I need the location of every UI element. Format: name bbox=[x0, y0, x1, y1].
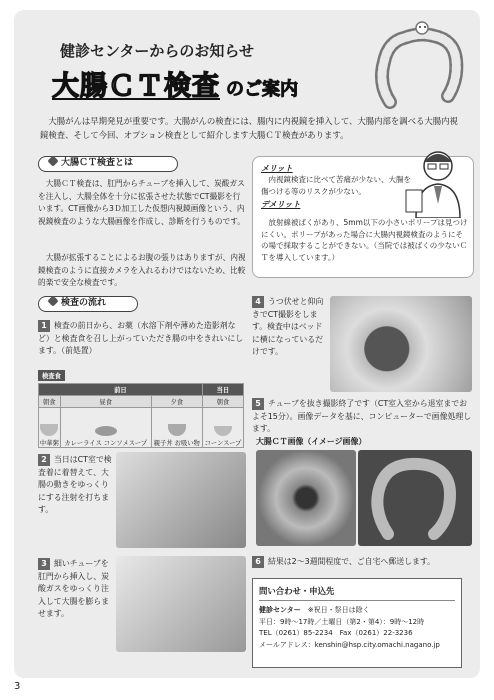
meal-item: カレーライス コンソメスープ bbox=[64, 440, 148, 447]
step-4-text: うつ伏せと仰向きでCT撮影をします。検査中はベッドに横になっているだけです。 bbox=[252, 297, 324, 357]
colon-3d-shape bbox=[358, 450, 472, 546]
contact-mail[interactable]: メールアドレス：kenshin@hsp.city.omachi.nagano.jp bbox=[259, 640, 440, 649]
meal-lunch: 昼食 bbox=[60, 396, 151, 408]
step-6 bbox=[252, 556, 472, 569]
step-6-number: 6 bbox=[252, 556, 264, 568]
contact-dept: 健診センター bbox=[259, 606, 301, 614]
meal-grid bbox=[38, 383, 244, 448]
meal-table bbox=[38, 370, 244, 447]
header-subtitle: 健診センターからのお知らせ bbox=[60, 42, 254, 60]
tube-photo bbox=[116, 556, 246, 652]
meal-day-of: 当日 bbox=[202, 384, 243, 396]
page-number: 3 bbox=[14, 681, 21, 692]
ct-scan-photo bbox=[330, 296, 472, 392]
step-1-text: 検査の前日から、お薬（水溶下剤や薄めた造影剤など）と検査食を召し上がっていただき腸の中をきれいにします。（前処置） bbox=[38, 321, 244, 356]
diamond-icon bbox=[47, 155, 58, 166]
step-1 bbox=[38, 320, 244, 358]
step-4 bbox=[252, 296, 328, 359]
intestine-illustration bbox=[370, 14, 470, 114]
step-5 bbox=[252, 398, 472, 436]
about-heading bbox=[38, 156, 178, 172]
contact-hours: 平日：9時～17時／土曜日（第2・第4）：9時～12時 bbox=[259, 617, 425, 626]
contact-tel: TEL（0261）85-2234 Fax（0261）22-3236 bbox=[259, 629, 413, 638]
diamond-icon bbox=[47, 295, 58, 306]
meal-item: お吸い物 bbox=[174, 440, 200, 447]
flow-heading bbox=[38, 296, 138, 312]
step-6-text: 結果は2～3週間程度で、ご自宅へ郵送します。 bbox=[268, 557, 436, 566]
step-1-number: 1 bbox=[38, 320, 50, 332]
meal-day-before: 前日 bbox=[39, 384, 203, 396]
step-4-number: 4 bbox=[252, 296, 264, 308]
meal-item: 中華粥 bbox=[39, 440, 59, 447]
step-5-text: チューブを抜き撮影終了です（CT室入室から退室までおよそ15分）。画像データを基に、コンピューターで画像処理します。 bbox=[252, 399, 472, 434]
about-para1: 大腸ＣＴ検査は、肛門からチューブを挿入して、炭酸ガスを注入し、大腸全体を十分に拡張させた状態でCT撮影を行います。CT画像から3Ｄ加工した仮想内視鏡画像という、内視鏡検査のような大腸画像を作成し、診断を行うものです。 bbox=[38, 179, 245, 226]
doctor-illustration bbox=[402, 144, 468, 218]
contact-box bbox=[252, 578, 462, 668]
contact-note: ※祝日・祭日は除く bbox=[307, 606, 370, 614]
flow-heading-label: 検査の流れ bbox=[61, 298, 107, 308]
step-2-text: 当日はCT室で検査着に着替えて、大腸の動きをゆっくりにする注射を打ちます。 bbox=[38, 455, 112, 515]
demerit-label: デメリット bbox=[261, 200, 301, 210]
meal-item: コーンスープ bbox=[204, 440, 242, 447]
step-2 bbox=[38, 454, 114, 517]
intro-text: 大腸がんは早期発見が重要です。大腸がんの検査には、腸内に内視鏡を挿入して、大腸内部を調べる大腸内視鏡検査、そして今回、オプション検査として紹介します大腸ＣＴ検査があります。 bbox=[40, 116, 458, 140]
colon-3d-image bbox=[358, 450, 472, 546]
meal-breakfast: 朝食 bbox=[39, 396, 61, 408]
ct-image-caption: 大腸ＣＴ画像（イメージ画像） bbox=[256, 437, 367, 446]
title-suffix: のご案内 bbox=[226, 79, 298, 100]
step-3-text: 細いチューブを肛門から挿入し、炭酸ガスをゆっくり注入して大腸を膨らませます。 bbox=[38, 559, 110, 619]
meal-cell bbox=[202, 408, 243, 448]
merit-content bbox=[261, 163, 411, 210]
merit-label: メリット bbox=[261, 164, 293, 173]
about-heading-label: 大腸ＣＴ検査とは bbox=[61, 158, 134, 168]
virtual-endoscopy-image bbox=[256, 450, 356, 546]
title-main: 大腸ＣＴ検査 bbox=[52, 71, 220, 102]
meal-item: 親子丼 bbox=[153, 440, 173, 447]
meal-label: 検査食 bbox=[38, 370, 65, 381]
meal-dinner: 夕食 bbox=[151, 396, 202, 408]
step-3-number: 3 bbox=[38, 558, 50, 570]
about-para2: 大腸が拡張することによるお腹の張りはありますが、内視鏡検査のように直接カメラを入れるわけではないため、比較的楽で安全な検査です。 bbox=[38, 253, 246, 288]
injection-photo bbox=[116, 452, 246, 548]
step-5-number: 5 bbox=[252, 398, 264, 410]
contact-heading: 問い合わせ・申込先 bbox=[259, 585, 455, 601]
page-title bbox=[52, 64, 298, 103]
step-3 bbox=[38, 558, 114, 621]
step-2-number: 2 bbox=[38, 454, 50, 466]
meal-cell bbox=[151, 408, 202, 448]
contact-dept-line bbox=[259, 605, 455, 617]
meal-breakfast2: 朝食 bbox=[202, 396, 243, 408]
meal-cell bbox=[60, 408, 151, 448]
demerit-text: 放射線被ばくがあり、5mm以下の小さいポリープは見つけにくい。ポリープがあった場合に大腸内視鏡検査のようにその場で採取することができない。（当院では被ばくの少ないＣＴを導入しています。） bbox=[261, 218, 468, 262]
meal-cell bbox=[39, 408, 61, 448]
merit-text: 内視鏡検査に比べて苦痛が少ない、大腸を傷つける等のリスクが少ない。 bbox=[261, 175, 411, 196]
